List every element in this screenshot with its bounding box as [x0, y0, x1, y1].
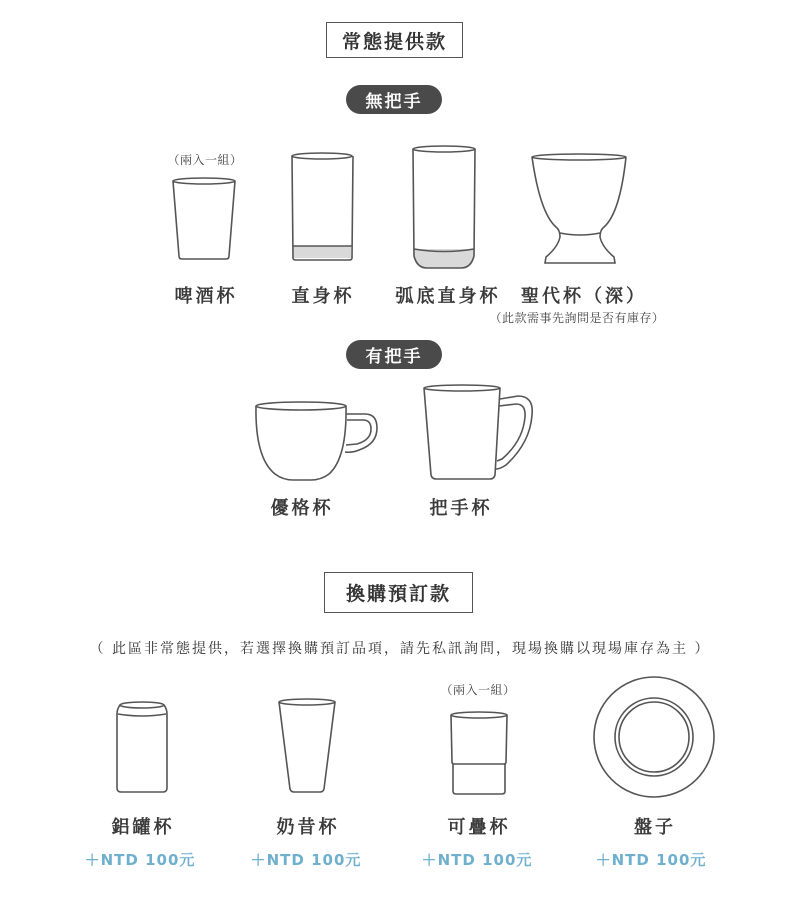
sundae-cup-icon	[530, 153, 630, 267]
sundae-cup-note: （此款需事先詢問是否有庫存）	[489, 311, 665, 325]
with-handle-pill: 有把手	[346, 340, 442, 369]
beer-glass-icon	[170, 176, 240, 262]
stackable-glass-price: ＋NTD 100元	[421, 851, 533, 869]
section-purchase-title: 換購預訂款	[324, 572, 473, 613]
sundae-cup-label: 聖代杯（深）	[521, 286, 647, 307]
straight-glass-icon	[289, 152, 357, 264]
plate-price: ＋NTD 100元	[595, 851, 707, 869]
yogurt-mug-label: 優格杯	[270, 498, 334, 519]
beer-glass-label: 啤酒杯	[174, 286, 238, 307]
stackable-glass-label: 可疊杯	[447, 817, 511, 838]
yogurt-mug-icon	[253, 400, 383, 486]
stackable-glass-icon	[449, 711, 511, 797]
shake-glass-price: ＋NTD 100元	[250, 851, 362, 869]
handle-mug-icon	[420, 383, 540, 483]
can-glass-icon	[115, 700, 171, 796]
section-regular-title: 常態提供款	[326, 22, 463, 58]
plate-label: 盤子	[634, 817, 676, 838]
beer-glass-note: （兩入一組）	[167, 153, 243, 167]
shake-glass-icon	[276, 697, 340, 797]
shake-glass-label: 奶昔杯	[276, 817, 340, 838]
plate-icon	[591, 674, 717, 800]
can-glass-price: ＋NTD 100元	[84, 851, 196, 869]
stackable-glass-note: （兩入一組）	[440, 683, 516, 697]
straight-glass-label: 直身杯	[291, 286, 355, 307]
purchase-notice: （ 此區非常態提供，若選擇換購預訂品項，請先私訊詢問，現場換購以現場庫存為主 ）	[89, 641, 711, 657]
can-glass-label: 鋁罐杯	[111, 817, 175, 838]
no-handle-pill: 無把手	[346, 85, 442, 114]
curved-bottom-glass-icon	[409, 144, 481, 272]
handle-mug-label: 把手杯	[429, 498, 493, 519]
curved-bottom-glass-label: 弧底直身杯	[395, 286, 501, 307]
